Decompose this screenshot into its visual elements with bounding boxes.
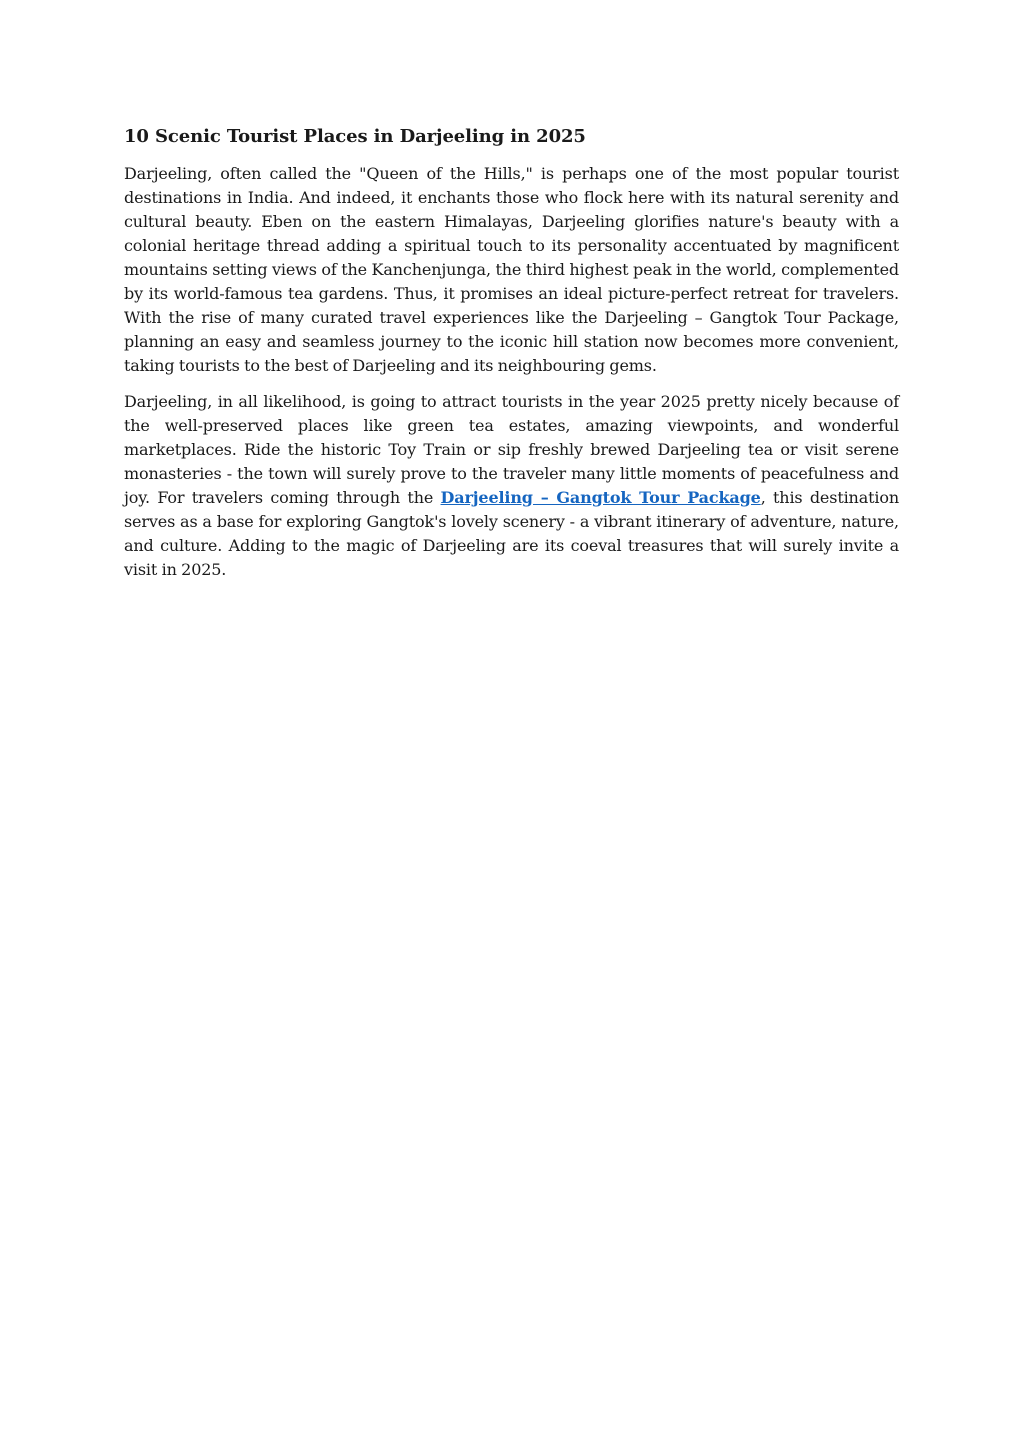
tour-package-link[interactable]: Darjeeling – Gangtok Tour Package xyxy=(440,488,761,507)
intro-paragraph: Darjeeling, often called the "Queen of the Hills," is perhaps one of the most popular tourist destinations in India. And indeed, it enchants those who flock here with its natural serenity and cultural beauty. Eben on the eastern Himalayas, Darjeeling glorifies nature's beauty with a colonial heritage thread adding a spiritual touch to its personality accentuated by magnificent mountains setting views of the Kanchenjunga, the third highest peak in the world, complemented by its world-famous tea gardens. Thus, it promises an ideal picture-perfect retreat for travelers. With the rise of many curated travel experiences like the Darjeeling – Gangtok Tour Package, planning an easy and seamless journey to the iconic hill station now becomes more convenient, taking tourists to the best of Darjeeling and its neighbouring gems. xyxy=(124,164,899,375)
paragraph-text-before-link: Darjeeling, in all likelihood, is going to attract tourists in the year 2025 pretty nicely because of the well-preserved places like green tea estates, amazing viewpoints, and wonderful marketplaces. Ride the historic Toy Train or sip freshly brewed Darjeeling tea or visit serene monasteries - the town will surely prove to the traveler many little moments of peacefulness and joy. For travelers coming through the xyxy=(124,392,899,507)
second-paragraph xyxy=(124,390,899,582)
paragraph-text-after-link: , this destination serves as a base for exploring Gangtok's lovely scenery - a vibrant itinerary of adventure, nature, and culture. Adding to the magic of Darjeeling are its coeval treasures that will surely invite a visit in 2025. xyxy=(124,488,899,579)
document-page xyxy=(124,124,899,594)
document-title: 10 Scenic Tourist Places in Darjeeling in 2025 xyxy=(124,126,586,147)
